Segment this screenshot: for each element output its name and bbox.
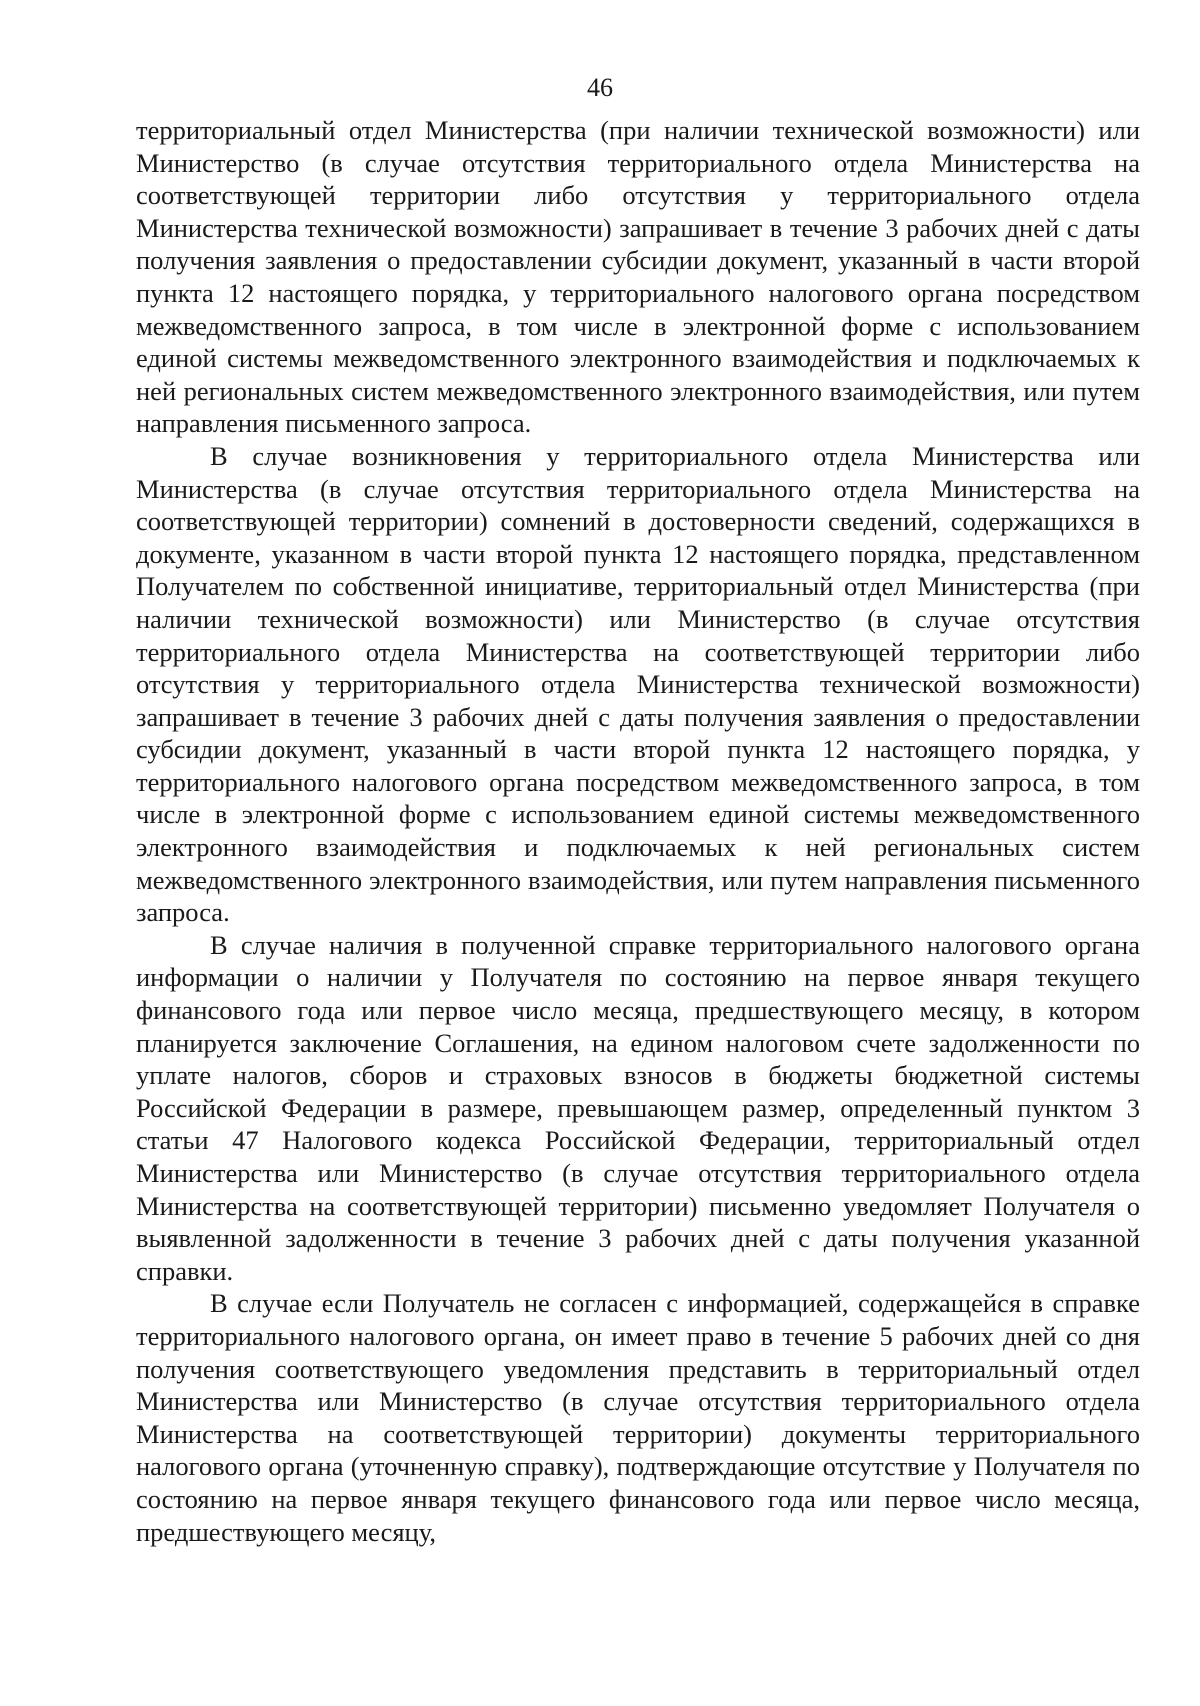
paragraph-tax-debt-notice: В случае наличия в полученной справке территориального налогового органа информации о наличии у Получателя по состоянию на первое января текущего финансового года или первое число месяца, предшествующего месяцу, в котором планируется заключение Соглашения, на едином налоговом счете задолженности по уплате налогов, сборов и страховых взносов в бюджеты бюджетной системы Российской Федерации в размере, превышающем размер, определенный пунктом 3 статьи 47 Налогового кодекса Российской Федерации, территориальный отдел Министерства или Министерство (в случае отсутствия территориального отдела Министерства на соответствующей территории) письменно уведомляет Получателя о выявленной задолженности в течение 3 рабочих дней с даты получения указанной справки. bbox=[136, 929, 1140, 1286]
paragraph-doubts-in-document: В случае возникновения у территориального отдела Министерства или Министерства (в случае отсутствия территориального отдела Министерства на соответствующей территории) сомнений в достоверности сведений, содержащихся в документе, указанном в части второй пункта 12 настоящего порядка, представленном Получателем по собственной инициативе, территориальный отдел Министерства (при наличии технической возможности) или Министерство (в случае отсутствия территориального отдела Министерства на соответствующей территории либо отсутствия у территориального отдела Министерства технической возможности) запрашивает в течение 3 рабочих дней с даты получения заявления о предоставлении субсидии документ, указанный в части второй пункта 12 настоящего порядка, у территориального налогового органа посредством межведомственного запроса, в том числе в электронной форме с использованием единой системы межведомственного электронного взаимодействия и подключаемых к ней региональных систем межведомственного электронного взаимодействия, или путем направления письменного запроса. bbox=[136, 440, 1140, 928]
paragraph-continuation: территориальный отдел Министерства (при наличии технической возможности) или Министерство (в случае отсутствия территориального отдела Министерства на соответствующей территории либо отсутствия у территориального отдела Министерства технической возможности) запрашивает в течение 3 рабочих дней с даты получения заявления о предоставлении субсидии документ, указанный в части второй пункта 12 настоящего порядка, у территориального налогового органа посредством межведомственного запроса, в том числе в электронной форме с использованием единой системы межведомственного электронного взаимодействия и подключаемых к ней региональных систем межведомственного электронного взаимодействия, или путем направления письменного запроса. bbox=[136, 115, 1140, 439]
page-number: 46 bbox=[587, 73, 613, 102]
document-body bbox=[136, 114, 1140, 1548]
paragraph-disagreement-right: В случае если Получатель не согласен с информацией, содержащейся в справке территориального налогового органа, он имеет право в течение 5 рабочих дней со дня получения соответствующего уведомления представить в территориальный отдел Министерства или Министерство (в случае отсутствия территориального отдела Министерства на соответствующей территории) документы территориального налогового органа (уточненную справку), подтверждающие отсутствие у Получателя по состоянию на первое января текущего финансового года или первое число месяца, предшествующего месяцу, bbox=[136, 1288, 1140, 1547]
